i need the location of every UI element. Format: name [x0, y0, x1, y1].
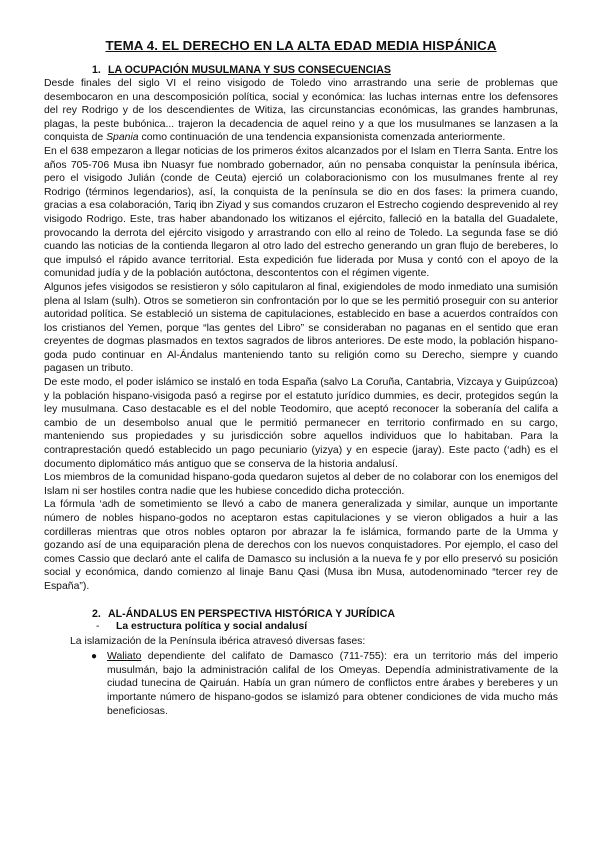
section-1-title: LA OCUPACIÓN MUSULMANA Y SUS CONSECUENCIAS [108, 64, 391, 76]
paragraph-5: Los miembros de la comunidad hispano-goda quedaron sujetos al deber de no colaborar con los enemigos del Islam ni ser hostiles contra nadie que les hubiese concedido dicha protección. [44, 472, 558, 497]
list-item-description: dependiente del califato de Damasco (711-755): era un territorio más del imperio musulmán, bajo la administración califal de los Omeyas. Dependía administrativamente de la ciudad tunecina de Qairuán. Había un gran número de conflictos entre árabes y bereberes y un importante número de hispano-godos se islamizó para obtener condiciones de vida mucho más beneficiosas. [107, 651, 558, 717]
list-item-text [107, 650, 558, 718]
dash-bullet-icon: - [96, 620, 100, 632]
paragraph-4: De este modo, el poder islámico se instaló en toda España (salvo La Coruña, Cantabria, Vizcaya y Guipúzcoa) y la población hispano-visigoda pasó a regirse por el estatuto jurídico dummies, es decir, protegidos según la ley musulmana. Caso destacable es el del noble Teodomiro, que aceptó reconocer la soberanía del califa a cambio de un desembolso anual que le permitió permanecer en territorio confirmado en su cargo, manteniendo sus propiedades y su jurisdicción sobre aquellos individuos que lo habitaban. Para la contraprestación quedó establecido un pago pecuniario (yizya) y en especie (jaray). Este pacto (‘adh) es el documento diplomático más antiguo que se conserva de la historia andalusí. [44, 377, 558, 470]
list-item [91, 650, 558, 718]
paragraph-3: Algunos jefes visigodos se resistieron y sólo capitularon al final, exigiendoles de modo inmediato una sumisión plena al Islam (sulh). Otros se sometieron sin confrontación por lo que se les permitió proseguir con su anterior autoridad política. Se estableció un sistema de capitulaciones, establecido en base a acuerdos contraídos con los cristianos del Yemen, porque “las gentes del Libro” se consideraban no paganas en el sentido que eran creyentes de dogmas plasmados en textos sagrados de libros anteriores. De este modo, la población hispano-goda pudo continuar en Al-Ándalus manteniendo tanto su religión como su Derecho, siempre y cuando pagasen un tributo. [44, 281, 558, 375]
paragraph-1-text-a: Desde finales del siglo VI el reino visigodo de Toledo vino arrastrando una serie de problemas que desembocaron en una descomposición política, social y económica: las luchas internas entre los defensores del rey Rodrigo y de los descendientes de Witiza, las circunstancias económicas, las grandes hambrunas, plagas, la peste bubónica... trajeron la decadencia de aquel reino y a que los musulmanes se lanzasen a la conquista de [44, 78, 558, 144]
section-2-title: AL-ÁNDALUS EN PERSPECTIVA HISTÓRICA Y JURÍDICA [108, 607, 396, 620]
subsection-title: La estructura política y social andalusí [116, 620, 308, 632]
section-2-intro: La islamización de la Península ibérica atravesó diversas fases: [70, 635, 366, 647]
bullet-dot-icon: ● [91, 651, 98, 663]
section-2-number: 2. [92, 607, 101, 620]
paragraph-2: En el 638 empezaron a llegar noticias de los primeros éxitos alcanzados por el Islam en TIerra Santa. Entre los años 705-706 Musa ibn Nuasyr fue nombrado gobernador, aún no pensaba conquistar la península ibérica, pero el visigodo Julián (conde de Ceuta) ejerció un colaboracionismo con los musulmanes frente al rey Rodrigo (términos legendarios), así, la conquista de la península se dio en dos fases: la primera cuando, gracias a esa colaboración, Tariq ibn Ziyad y sus comandos cruzaron el Estrecho cogiendo desprevenido al rey visigodo Rodrigo. Este, tras haber abandonado los witizanos el ejército, falleció en la batalla del Guadalete, provocando la derrota del ejército visigodo y arrastrando con ello al reino de Toledo. La segunda fase se dió cuando las noticias de la contienda llegaron al otro lado del estrecho generando un gran flujo de bereberes, lo que impulsó el rápido avance territorial. Esta expedición fue liderada por Musa y contó con el apoyo de la comunidad judía y de la población autóctona, descontentos con el régimen vigente. [44, 145, 558, 280]
section-2-heading [92, 608, 558, 620]
paragraph-1 [44, 77, 558, 145]
section-1-number: 1. [92, 64, 101, 76]
page-title: TEMA 4. EL DERECHO EN LA ALTA EDAD MEDIA HISPÁNICA [105, 38, 497, 53]
paragraph-6: La fórmula ‘adh de sometimiento se llevó a cabo de manera generalizada y similar, aunque un importante número de nobles hispano-godos no aceptaron estas capitulaciones y se vieron obligados a huir a las cordilleras mientras que otros nobles optaron por abrazar la fe islámica, formando parte de la Umma y gozando así de una equiparación plena de derechos con los nuevos conquistadores. Por ejemplo, el caso del comes Cassio que declaró ante el califa de Damasco su inclusión a la nueva fe y por ello preservó su posición social y económica, dando comienzo al linaje Banu Qasi (Musa ibn Musa, autodenominado “tercer rey de España”). [44, 499, 558, 592]
subsection-heading [96, 621, 558, 632]
section-1-heading [92, 64, 558, 76]
section-1 [44, 64, 558, 594]
paragraph-1-text-b: como continuación de una tendencia expansionista comenzada anteriormente. [138, 132, 506, 144]
paragraph-1-italic: Spania [106, 132, 139, 144]
list-item-term: Waliato [107, 651, 142, 663]
section-2 [44, 608, 558, 719]
